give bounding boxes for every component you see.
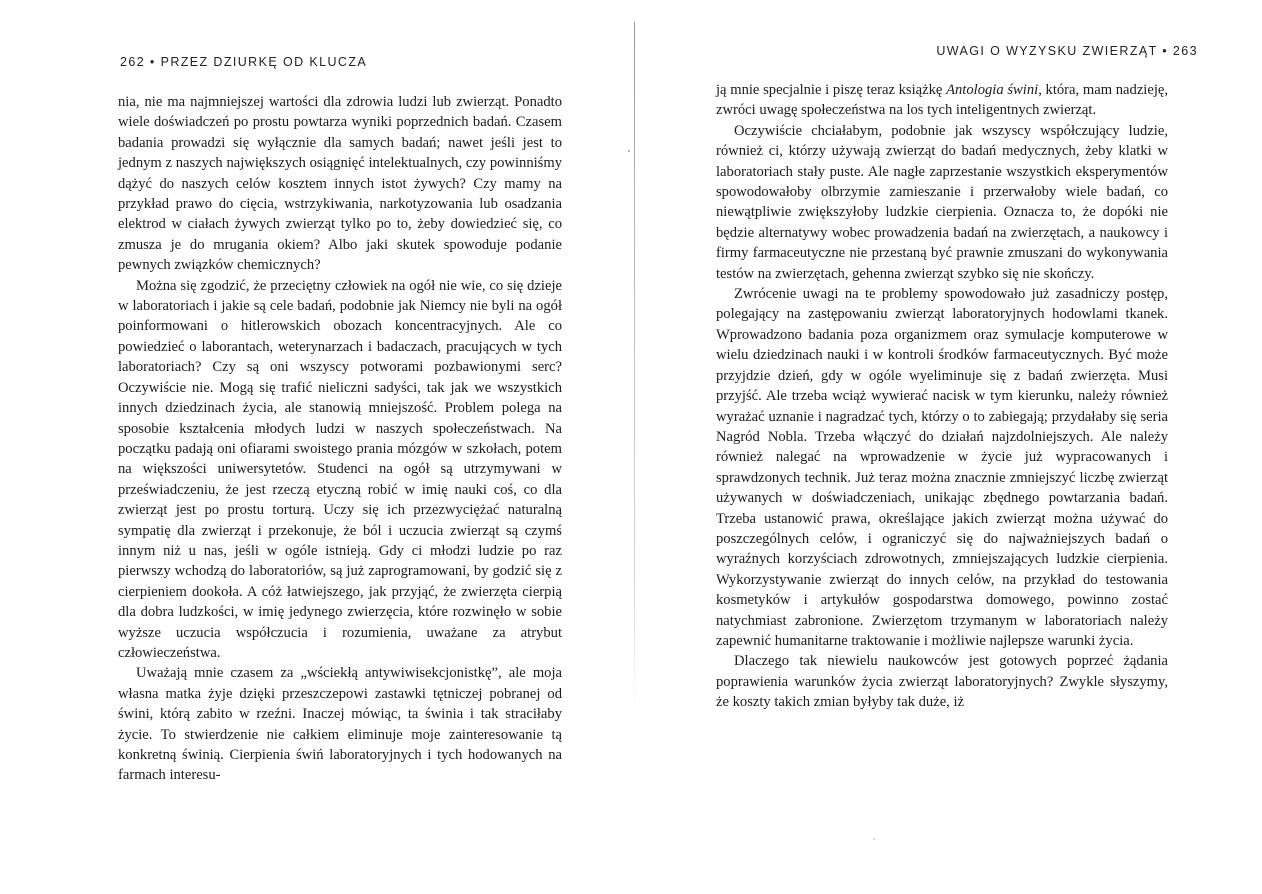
right-page-body: [716, 80, 1168, 713]
scan-speck: [628, 150, 630, 152]
left-paragraph-1: nia, nie ma najmniejszej wartości dla zdrowia ludzi lub zwierząt. Ponadto wiele doświadczeń po prostu powtarza wyniki poprzednich badań. Czasem badania prowadzi się wyłącznie dla samych badań; nawet jeśli jest to jednym z naszych największych osiągnięć intelektualnych, czy powinniśmy dążyć do naszych celów kosztem innych istot żywych? Czy mamy na przykład prawo do cięcia, wstrzykiwania, narkotyzowania lub osadzania elektrod w ciałach żywych zwierząt tylko po to, żeby dowiedzieć się, co zmusza je do mrugania okiem? Albo jaki skutek spowoduje podanie pewnych związków chemicznych?: [118, 94, 562, 274]
book-gutter: [634, 22, 635, 712]
right-paragraph-3: Zwrócenie uwagi na te problemy spowodowało już zasadniczy postęp, polegający na zastępowaniu zwierząt laboratoryjnych hodowlami tkanek. Wprowadzono badania poza organizmem oraz symulacje komputerowe w wielu dziedzinach nauki i w kontroli środków farmaceutycznych. Być może przyjdzie dzień, gdy w ogóle wyeliminuje się z badań zwierzęta. Musi przyjść. Ale trzeba wciąż wywierać nacisk w tym kierunku, należy również wyrażać uznanie i nagradzać tych, którzy o to zabiegają; przydałaby się seria Nagród Nobla. Trzeba włączyć do działań najzdolniejszych. Ale należy również nalegać na wprowadzenie w życie już wypracowanych i sprawdzonych technik. Już teraz można znacznie zmniejszyć liczbę zwierząt używanych w doświadczeniach, unikając zbędnego powtarzania badań. Trzeba ustanowić prawa, określające jakich zwierząt można używać do poszczególnych celów, i ograniczyć się do najważniejszych badań o wyraźnych korzyściach zdrowotnych, zmniejszających ludzkie cierpienia. Wykorzystywanie zwierząt do innych celów, na przykład do testowania kosmetyków i artykułów gospodarstwa domowego, powinno zostać natychmiast zabronione. Zwierzętom trzymanym w laboratoriach należy zapewnić humanitarne traktowanie i możliwie najlepsze warunki życia.: [716, 286, 1168, 649]
right-running-head: UWAGI O WYZYSKU ZWIERZĄT • 263: [936, 44, 1198, 58]
paragraph-text-before-title: ją mnie specjalnie i piszę teraz książkę: [716, 82, 947, 98]
right-page: [638, 0, 1262, 894]
scan-speck: [873, 838, 875, 840]
left-page-body: [118, 92, 562, 786]
left-paragraph-2: Można się zgodzić, że przeciętny człowiek na ogół nie wie, co się dzieje w laboratoriach i jakie są cele badań, podobnie jak Niemcy nie byli na ogół poinformowani o hitlerowskich obozach koncentracyjnych. Ale co powiedzieć o laborantach, weterynarzach i badaczach, pracujących w tych laboratoriach? Czy są oni wszyscy potworami pozbawionymi serc? Oczywiście nie. Mogą się trafić nieliczni sadyści, tak jak we wszystkich innych dziedzinach życia, ale stanowią mniejszość. Problem polega na sposobie kształcenia młodych ludzi w naszych społeczeństwach. Na początku padają oni ofiarami swoistego prania mózgów w szkołach, potem na większości uniwersytetów. Studenci na ogół są utrzymywani w przeświadczeniu, że jest rzeczą etyczną robić w imię nauki coś, co dla zwierząt jest po prostu torturą. Uczy się ich przezwyciężać naturalną sympatię dla zwierząt i przekonuje, że ból i uczucia zwierząt są czymś innym niż u nas, jeśli w ogóle istnieją. Gdy ci młodzi ludzie po raz pierwszy wchodzą do laboratoriów, są już zaprogramowani, by godzić się z cierpieniem dookoła. A cóż łatwiejszego, jak przyjąć, że zwierzęta cierpią dla dobra ludzkości, w imię jedynego zwierzęcia, które rozwinęło w sobie wyższe uczucia współczucia i rozumienia, uważane za atrybut człowieczeństwa.: [118, 277, 562, 661]
right-paragraph-1: [716, 80, 1168, 121]
right-paragraph-4: Dlaczego tak niewielu naukowców jest gotowych poprzeć żądania poprawienia warunków życia zwierząt laboratoryjnych? Zwykle słyszymy, że koszty takich zmian byłyby tak duże, iż: [716, 653, 1168, 711]
left-paragraph-3: Uważają mnie czasem za „wściekłą antywiwisekcjonistkę”, ale moja własna matka żyje dzięki przeszczepowi zastawki tętniczej pobranej od świni, którą zabito w rzeźni. Inaczej mówiąc, ta świnia i tak straciłaby życie. To stwierdzenie nie całkiem eliminuje moje zainteresowanie tą konkretną świnią. Cierpienia świń laboratoryjnych i tych hodowanych na farmach interesu-: [118, 665, 562, 784]
paragraph-text-after-title: , która, mam nadzieję, zwróci uwagę społeczeństwa na los tych inteligentnych zwierząt.: [716, 82, 1169, 119]
right-paragraph-2: Oczywiście chciałabym, podobnie jak wszyscy współczujący ludzie, również ci, którzy używają zwierząt do badań medycznych, żeby klatki w laboratoriach stały puste. Ale nagłe zaprzestanie wszystkich eksperymentów spowodowałoby olbrzymie zamieszanie i przerwałoby wiele badań, co niewątpliwie zwiększyłoby ludzkie cierpienia. Oznacza to, że dopóki nie będzie alternatywy wobec prowadzenia badań na zwierzętach, a naukowcy i firmy farmaceutyczne nie przestaną być prawnie zmuszani do wykonywania testów na zwierzętach, gehenna zwierząt szybko się nie skończy.: [716, 122, 1168, 282]
left-running-head: 262 • PRZEZ DZIURKĘ OD KLUCZA: [120, 55, 368, 69]
book-title: Antologia świni: [946, 82, 1039, 98]
